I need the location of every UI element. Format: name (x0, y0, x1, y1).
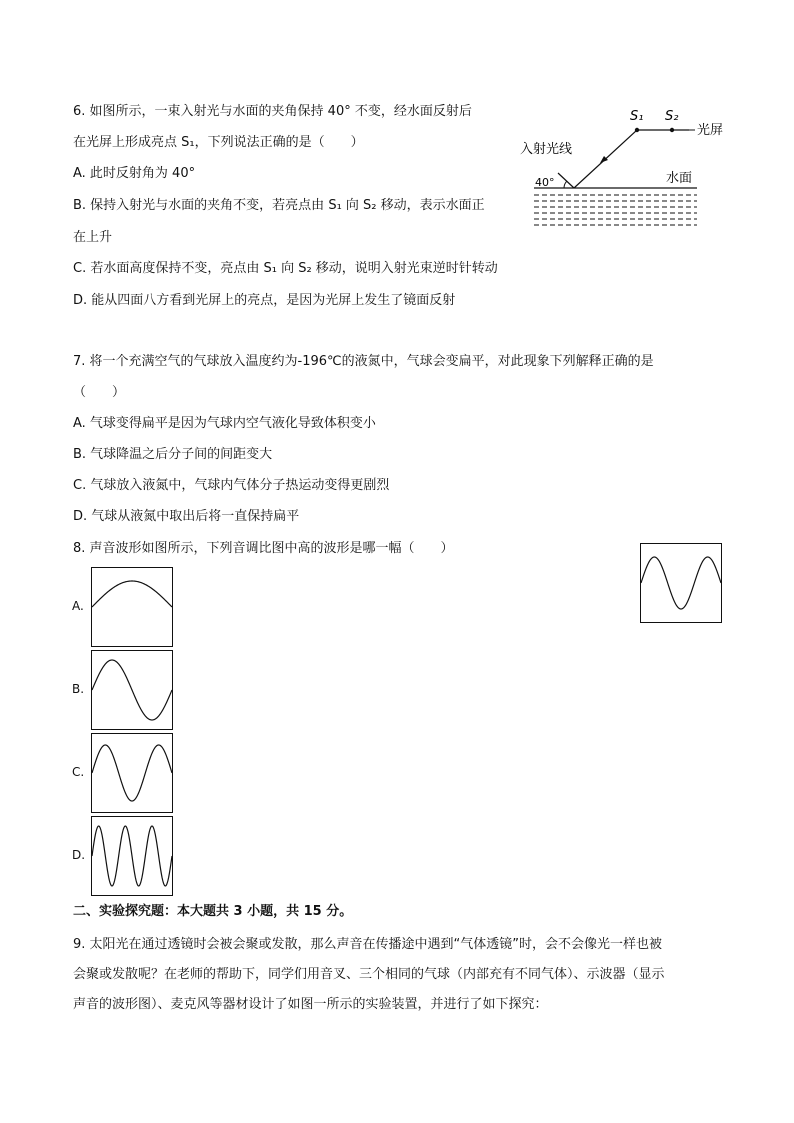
option-b-wave (92, 660, 172, 720)
option-d-wave (92, 826, 172, 886)
q8-option-c-label: C. (72, 765, 85, 779)
option-a-wave (92, 581, 172, 607)
q8-reference-waveform (640, 543, 722, 623)
section-2-title: 二、实验探究题：本大题共 3 小题，共 15 分。 (73, 904, 353, 919)
s2-point (670, 128, 674, 132)
reference-wave (641, 557, 721, 609)
q7-option-d[interactable]: D. 气球从液氮中取出后将一直保持扁平 (73, 509, 300, 524)
angle-arc (564, 181, 567, 188)
q8-option-a-label: A. (72, 599, 84, 613)
q7-stem-line2: （ ） (73, 385, 126, 400)
q6-option-a[interactable]: A. 此时反射角为 40° (73, 166, 196, 181)
q8-option-b-waveform[interactable] (91, 650, 173, 730)
incident-ray (558, 173, 574, 188)
q7-option-b[interactable]: B. 气球降温之后分子间的间距变大 (73, 447, 273, 462)
q9-stem-line3: 声音的波形图）、麦克风等器材设计了如图一所示的实验装置，并进行了如下探究： (73, 997, 548, 1012)
q7-option-c[interactable]: C. 气球放入液氮中，气球内气体分子热运动变得更剧烈 (73, 478, 390, 493)
s1-label: S₁ (630, 109, 644, 124)
q6-option-c[interactable]: C. 若水面高度保持不变，亮点由 S₁ 向 S₂ 移动，说明入射光束逆时针转动 (73, 261, 498, 276)
water-hatching (534, 195, 697, 225)
q6-stem-line2: 在光屏上形成亮点 S₁，下列说法正确的是（ ） (73, 135, 364, 150)
q6-option-b-cont: 在上升 (73, 230, 113, 245)
option-c-wave (92, 745, 172, 801)
water-label: 水面 (666, 171, 693, 186)
q6-option-d[interactable]: D. 能从四面八方看到光屏上的亮点，是因为光屏上发生了镜面反射 (73, 293, 456, 308)
q6-stem-line1: 6. 如图所示，一束入射光与水面的夹角保持 40° 不变，经水面反射后 (73, 104, 472, 119)
s2-label: S₂ (665, 109, 679, 124)
q7-stem-line1: 7. 将一个充满空气的气球放入温度约为-196℃的液氮中，气球会变扁平，对此现象下列解释正确的是 (73, 354, 654, 369)
q8-option-d-waveform[interactable] (91, 816, 173, 896)
q6-reflection-figure (512, 100, 727, 232)
q8-option-a-waveform[interactable] (91, 567, 173, 647)
incident-label: 入射光线 (520, 142, 573, 157)
q8-option-c-waveform[interactable] (91, 733, 173, 813)
q9-stem-line2: 会聚或发散呢？在老师的帮助下，同学们用音叉、三个相同的气球（内部充有不同气体）、示波器（显示 (73, 967, 665, 982)
q9-stem-line1: 9. 太阳光在通过透镜时会被会聚或发散，那么声音在传播途中遇到“气体透镜”时，会不会像光一样也被 (73, 937, 663, 952)
q8-stem: 8. 声音波形如图所示，下列音调比图中高的波形是哪一幅（ ） (73, 541, 454, 556)
screen-label: 光屏 (697, 123, 724, 138)
q8-option-b-label: B. (72, 682, 85, 696)
q8-option-d-label: D. (72, 848, 86, 862)
q6-option-b[interactable]: B. 保持入射光与水面的夹角不变，若亮点由 S₁ 向 S₂ 移动，表示水面正 (73, 198, 485, 213)
q7-option-a[interactable]: A. 气球变得扁平是因为气球内空气液化导致体积变小 (73, 416, 376, 431)
angle-label: 40° (535, 176, 555, 189)
